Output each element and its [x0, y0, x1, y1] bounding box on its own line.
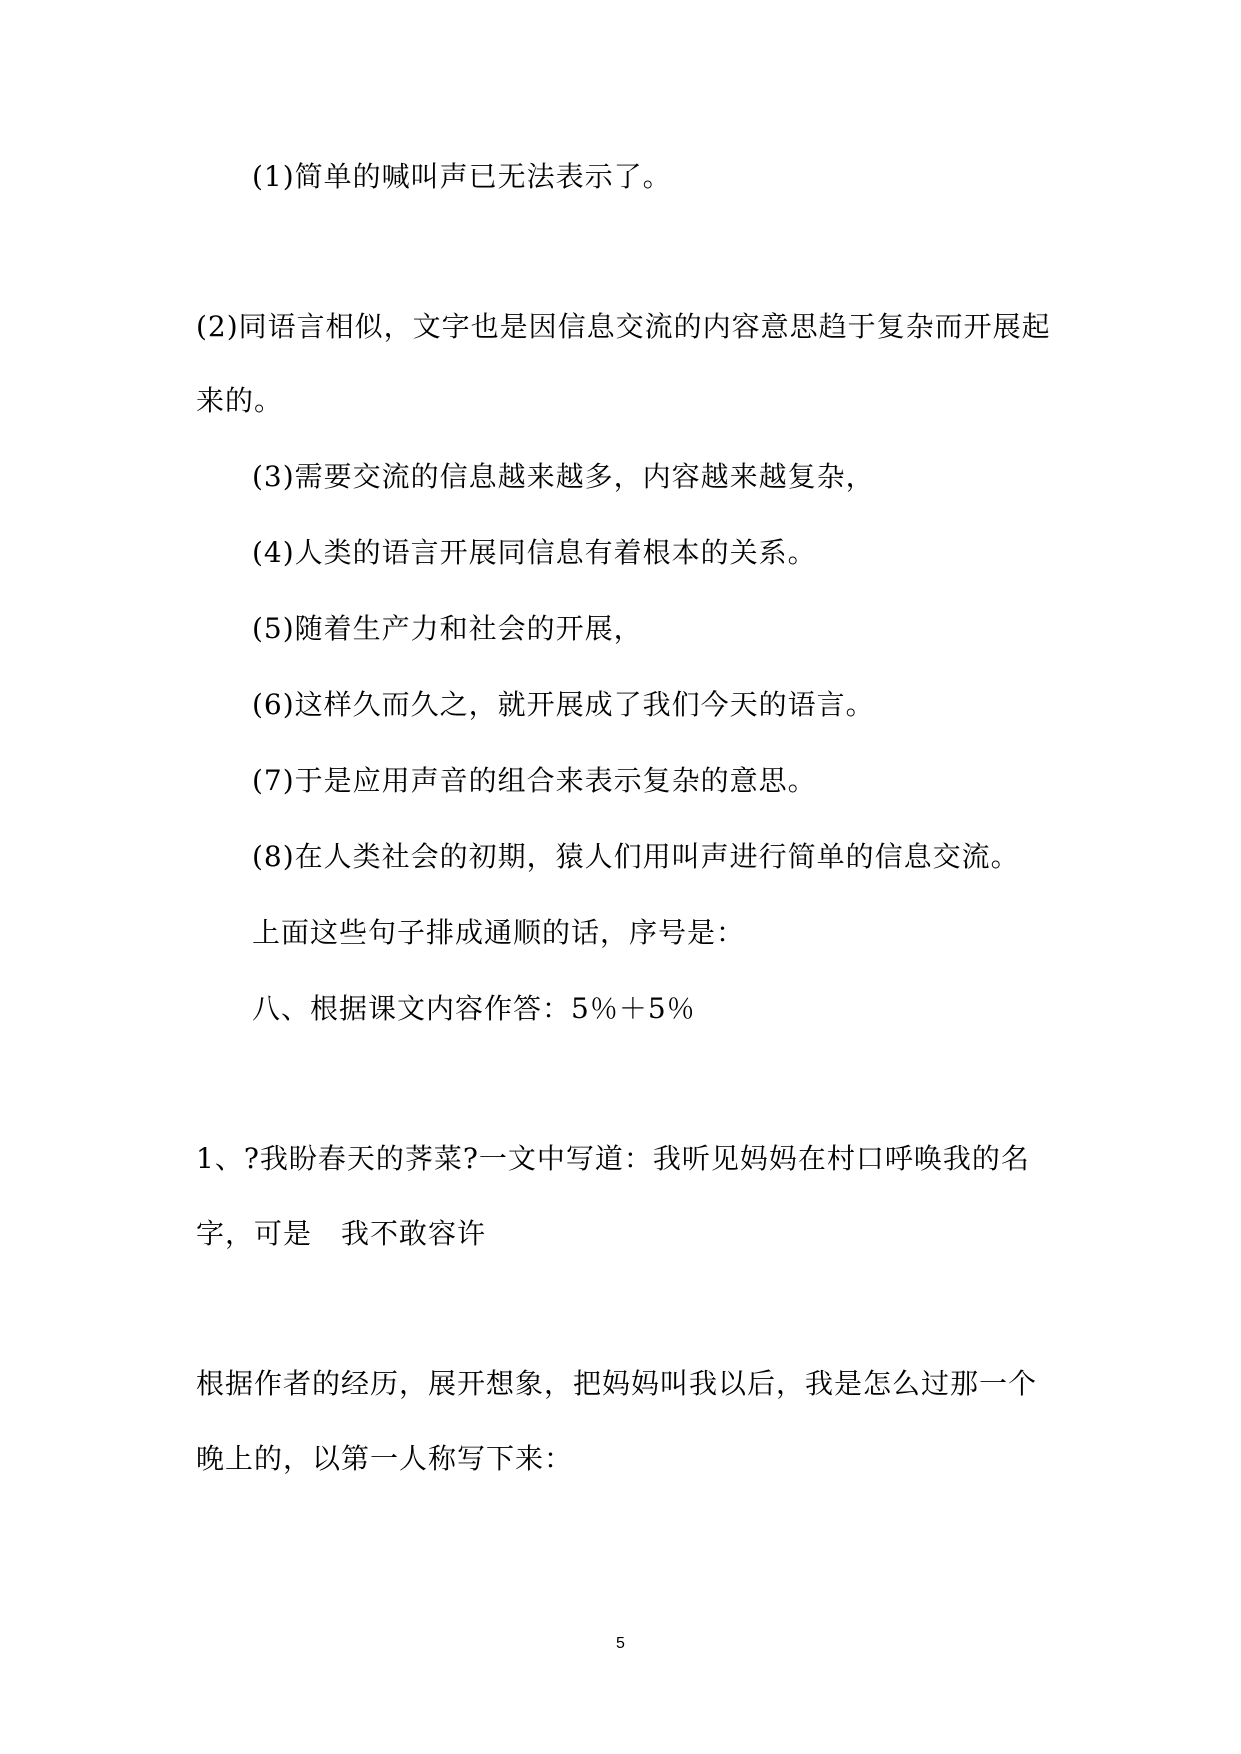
text-line-14: 根据作者的经历，展开想象，把妈妈叫我以后，我是怎么过那一个: [196, 1367, 1038, 1400]
text-line-6: (5)随着生产力和社会的开展，: [252, 612, 643, 645]
text-line-8: (7)于是应用声音的组合来表示复杂的意思。: [252, 764, 817, 797]
text-line-1: (1)简单的喊叫声已无法表示了。: [252, 160, 672, 193]
text-line-10: 上面这些句子排成通顺的话，序号是：: [252, 916, 746, 949]
text-line-13: 字，可是 我不敢容许: [196, 1217, 487, 1250]
text-line-15: 晚上的，以第一人称写下来：: [196, 1442, 574, 1475]
text-line-12: 1、?我盼春天的荠菜?一文中写道：我听见妈妈在村口呼唤我的名: [196, 1142, 1030, 1175]
text-line-11: 八、根据课文内容作答：5％＋5％: [252, 992, 696, 1025]
text-line-4: (3)需要交流的信息越来越多，内容越来越复杂，: [252, 460, 875, 493]
page-number: 5: [616, 1635, 625, 1652]
text-line-3: 来的。: [196, 384, 284, 417]
text-line-7: (6)这样久而久之，就开展成了我们今天的语言。: [252, 688, 875, 721]
text-line-5: (4)人类的语言开展同信息有着根本的关系。: [252, 536, 817, 569]
text-line-9: (8)在人类社会的初期，猿人们用叫声进行简单的信息交流。: [252, 840, 1020, 873]
text-line-2: (2)同语言相似，文字也是因信息交流的内容意思趋于复杂而开展起: [196, 310, 1051, 343]
